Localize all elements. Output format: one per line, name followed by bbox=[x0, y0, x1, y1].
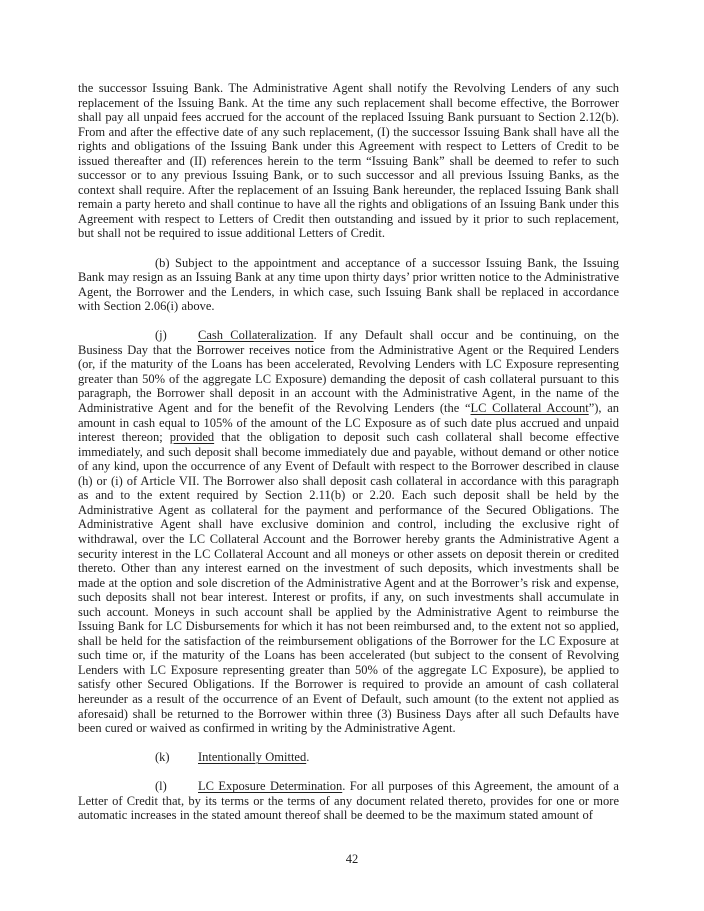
paragraph-text: . If any Default shall occur and be continuing, on the Business Day that the Borrower receives notice from the Administrative Agent or the Required Lenders (or, if the maturity of the Loans has been accelerated, Revolving Lenders with LC Exposure representing greater than 50% of the aggregate LC Exposure) demanding the deposit of cash collateral pursuant to this paragraph, the Borrower shall deposit in an account with the Administrative Agent, in the name of the Administrative Agent and for the benefit of the Revolving Lenders (the “ bbox=[78, 328, 619, 416]
defined-term-lc-collateral-account: LC Collateral Account bbox=[470, 401, 589, 416]
clause-heading-lc-exposure-determination: LC Exposure Determination bbox=[198, 779, 343, 794]
clause-label-k: (k) bbox=[155, 750, 170, 765]
page-body bbox=[78, 81, 619, 837]
paragraph-item-l bbox=[78, 779, 619, 823]
clause-heading-cash-collateralization: Cash Collateralization bbox=[198, 328, 314, 343]
clause-heading-intentionally-omitted: Intentionally Omitted bbox=[198, 750, 307, 765]
paragraph-text: . For all purposes of this Agreement, the amount of a Letter of Credit that, by its terms or the terms of any document related thereto, provides for one or more automatic increases in the stated amount thereof shall be deemed to be the maximum stated amount of bbox=[78, 779, 619, 823]
paragraph-text: the successor Issuing Bank. The Administrative Agent shall notify the Revolving Lenders of any such replacement of the Issuing Bank. At the time any such replacement shall become effective, the Borrower shall pay all unpaid fees accrued for the account of the replaced Issuing Bank pursuant to Section 2.12(b). From and after the effective date of any such replacement, (I) the successor Issuing Bank shall have all the rights and obligations of the Issuing Bank under this Agreement with respect to Letters of Credit to be issued thereafter and (II) references herein to the term “Issuing Bank” shall be deemed to refer to such successor or to any previous Issuing Bank, or to such successor and all previous Issuing Banks, as the context shall require. After the replacement of an Issuing Bank hereunder, the replaced Issuing Bank shall remain a party hereto and shall continue to have all the rights and obligations of an Issuing Bank under this Agreement with respect to Letters of Credit then outstanding and issued by it prior to such replacement, but shall not be required to issue additional Letters of Credit. bbox=[78, 81, 619, 241]
page-number: 42 bbox=[345, 852, 359, 866]
paragraph-text: (b) Subject to the appointment and acceptance of a successor Issuing Bank, the Issuing Bank may resign as an Issuing Bank at any time upon thirty days’ prior written notice to the Administrative Agent, the Borrower and the Lenders, in which case, such Issuing Bank shall be replaced in accordance with Section 2.06(i) above. bbox=[78, 255, 619, 314]
paragraph-text: that the obligation to deposit such cash collateral shall become effective immediately, and such deposit shall become immediately due and payable, without demand or other notice of any kind, upon the occurrence of any Event of Default with respect to the Borrower described in clause (h) or (i) of Article VII. The Borrower also shall deposit cash collateral in accordance with this paragraph as and to the extent required by Section 2.11(b) or 2.20. Each such deposit shall be held by the Administrative Agent as collateral for the payment and performance of the Secured Obligations. The Administrative Agent shall have exclusive dominion and control, including the exclusive right of withdrawal, over the LC Collateral Account and the Borrower hereby grants the Administrative Agent a security interest in the LC Collateral Account and all moneys or other assets on deposit therein or credited thereto. Other than any interest earned on the investment of such deposits, which investments shall be made at the option and sole discretion of the Administrative Agent and at the Borrower’s risk and expense, such deposits shall not bear interest. Interest or profits, if any, on such investments shall accumulate in such account. Moneys in such account shall be applied by the Administrative Agent to reimburse the Issuing Bank for LC Disbursements for which it has not been reimbursed and, to the extent not so applied, shall be held for the satisfaction of the reimbursement obligations of the Borrower for the LC Exposure at such time or, if the maturity of the Loans has been accelerated (but subject to the consent of Revolving Lenders with LC Exposure representing greater than 50% of the aggregate LC Exposure), be applied to satisfy other Secured Obligations. If the Borrower is required to provide an amount of cash collateral hereunder as a result of the occurrence of an Event of Default, such amount (to the extent not applied as aforesaid) shall be returned to the Borrower within three (3) Business Days after all such Defaults have been cured or waived as confirmed in writing by the Administrative Agent. bbox=[78, 430, 619, 736]
proviso-term: provided bbox=[169, 430, 215, 445]
clause-label-j: (j) bbox=[155, 328, 167, 343]
paragraph-item-k bbox=[78, 750, 619, 765]
paragraph-text: ”), an amount in cash equal to 105% of the amount of the LC Exposure as of such date plus accrued and unpaid interest thereon; bbox=[78, 401, 619, 445]
paragraph-continuation bbox=[78, 81, 619, 241]
clause-label-l: (l) bbox=[155, 779, 167, 794]
paragraph-text: . bbox=[306, 750, 310, 765]
paragraph-item-j bbox=[78, 328, 619, 735]
paragraph-item-b bbox=[78, 256, 619, 314]
